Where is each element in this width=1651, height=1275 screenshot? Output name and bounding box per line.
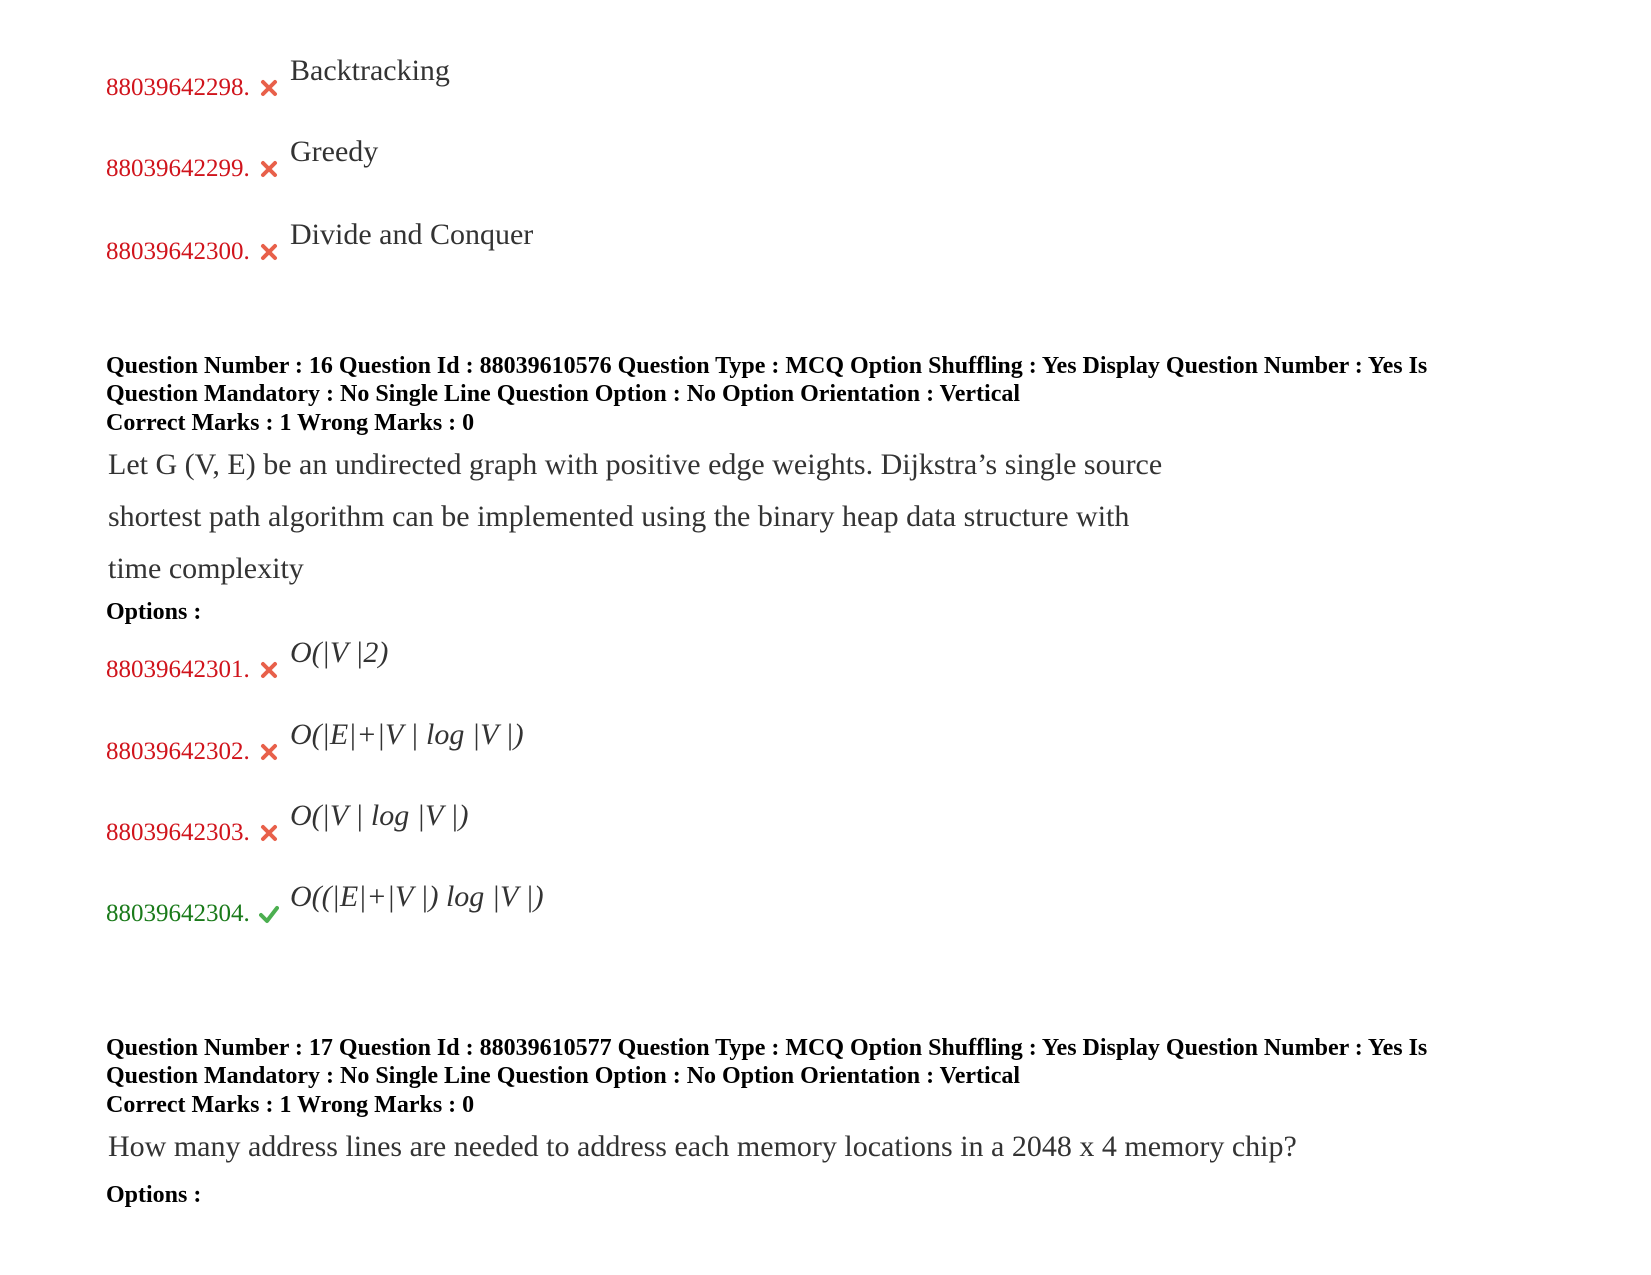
wrong-cross-icon (259, 823, 279, 843)
option-text: O(|V | log |V |) (290, 799, 469, 832)
options-label: Options : (106, 1182, 202, 1208)
wrong-cross-icon (259, 742, 279, 762)
question-header-line: Question Number : 17 Question Id : 88039610577 Question Type : MCQ Option Shuffling : Yes Display Question Number : Yes Is (106, 1035, 1428, 1061)
question-header-line: Question Mandatory : No Single Line Question Option : No Option Orientation : Vertical (106, 381, 1021, 407)
question-marks: Correct Marks : 1 Wrong Marks : 0 (106, 1092, 475, 1118)
option-text: Greedy (290, 135, 379, 168)
wrong-cross-icon (259, 242, 279, 262)
option-id: 88039642304. (106, 900, 250, 927)
question-header (106, 1034, 1556, 1090)
option-id: 88039642301. (106, 656, 250, 683)
options-label: Options : (106, 599, 202, 625)
wrong-cross-icon (259, 159, 279, 179)
option-text: O((|E|+|V |) log |V |) (290, 880, 544, 913)
question-header (106, 352, 1556, 408)
option-id: 88039642302. (106, 738, 250, 765)
option-id: 88039642299. (106, 155, 250, 182)
option-id: 88039642303. (106, 819, 250, 846)
option-text: Backtracking (290, 54, 450, 87)
option-text: O(|V |2) (290, 636, 389, 669)
question-body-line: shortest path algorithm can be implemented using the binary heap data structure with (108, 500, 1130, 533)
question-body-line: How many address lines are needed to address each memory locations in a 2048 x 4 memory chip? (108, 1130, 1297, 1163)
wrong-cross-icon (259, 660, 279, 680)
question-body-line: Let G (V, E) be an undirected graph with positive edge weights. Dijkstra’s single source (108, 448, 1163, 481)
correct-check-icon (259, 904, 279, 924)
question-header-line: Question Mandatory : No Single Line Question Option : No Option Orientation : Vertical (106, 1063, 1021, 1089)
option-text: Divide and Conquer (290, 218, 534, 251)
option-id: 88039642300. (106, 238, 250, 265)
option-id: 88039642298. (106, 74, 250, 101)
question-marks: Correct Marks : 1 Wrong Marks : 0 (106, 410, 475, 436)
question-body-line: time complexity (108, 552, 304, 585)
option-text: O(|E|+|V | log |V |) (290, 718, 524, 751)
question-header-line: Question Number : 16 Question Id : 88039610576 Question Type : MCQ Option Shuffling : Yes Display Question Number : Yes Is (106, 353, 1428, 379)
wrong-cross-icon (259, 78, 279, 98)
